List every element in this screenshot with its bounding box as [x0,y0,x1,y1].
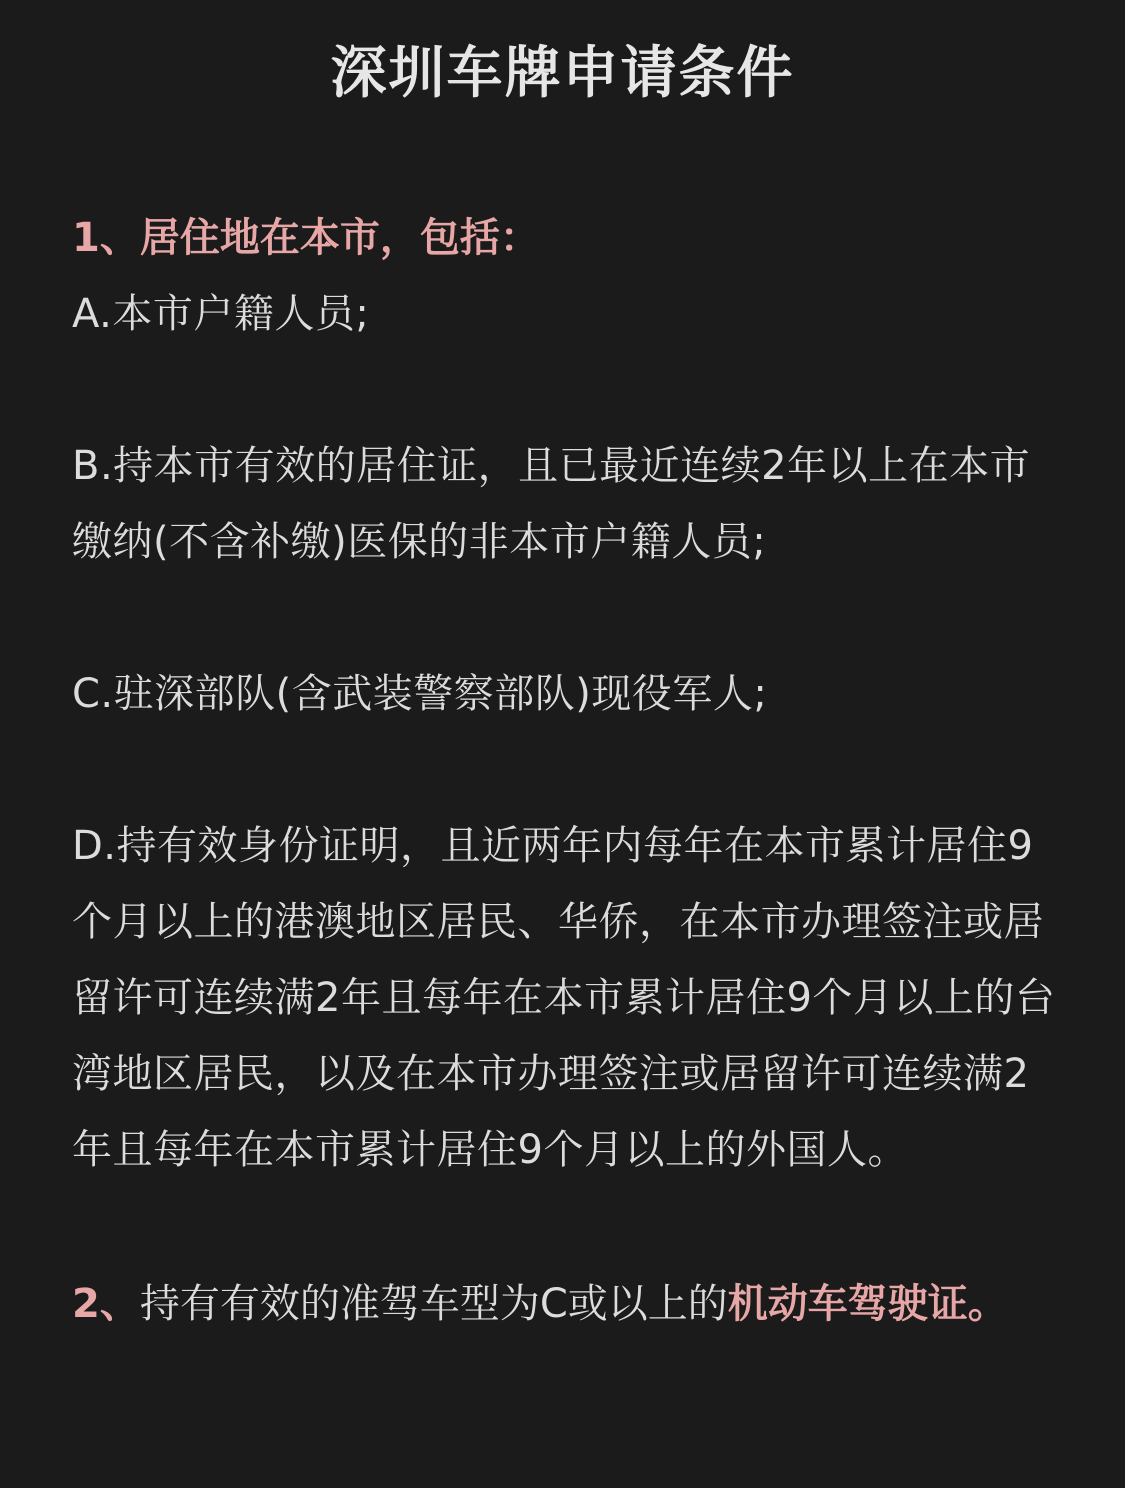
spacer [72,580,1062,656]
section-2-highlight: 机动车驾驶证。 [727,1281,1008,1327]
content-body [72,200,1062,1344]
spacer [72,352,1062,428]
section-2-paragraph [72,1264,1062,1344]
item-d: D.持有效身份证明，且近两年内每年在本市累计居住9个月以上的港澳地区居民、华侨，在本市办理签注或居留许可连续满2年且每年在本市累计居住9个月以上的台湾地区居民，以及在本市办理签注或居留许可连续满2年且每年在本市累计居住9个月以上的外国人。 [72,823,1056,1173]
spacer [72,732,1062,808]
item-c: C.驻深部队(含武装警察部队)现役军人; [72,671,768,717]
item-b: B.持本市有效的居住证，且已最近连续2年以上在本市缴纳(不含补缴)医保的非本市户籍人员; [72,443,1031,565]
page-title: 深圳车牌申请条件 [330,41,795,106]
item-a: A.本市户籍人员; [72,291,370,337]
section-2-number: 2、 [72,1281,140,1327]
section-1-heading: 1、居住地在本市，包括： [72,215,540,261]
section-2-text: 持有有效的准驾车型为C或以上的 [139,1281,728,1327]
spacer [72,1188,1062,1264]
